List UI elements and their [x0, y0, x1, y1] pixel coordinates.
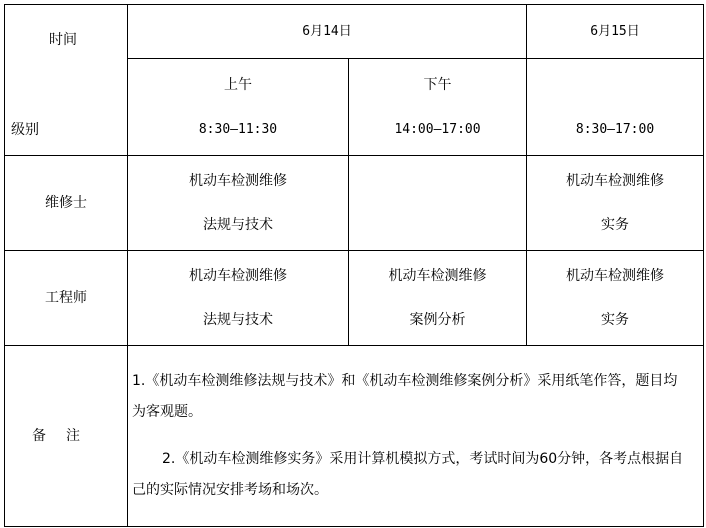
table-cell — [527, 251, 704, 346]
corner-time-label: 时间 — [49, 32, 77, 48]
session-afternoon-time: 14:00—17:00 — [394, 121, 481, 137]
corner-level-label: 级别 — [11, 122, 39, 138]
session-day2-label — [527, 78, 703, 92]
table-cell-empty — [349, 156, 527, 251]
session-morning-time: 8:30—11:30 — [198, 121, 278, 137]
day1-header — [128, 5, 527, 59]
level-engineer-cell — [5, 251, 128, 346]
day1-label: 6月14日 — [302, 24, 352, 40]
remarks-label-cell — [5, 346, 128, 527]
day2-header — [527, 5, 704, 59]
table-cell — [527, 156, 704, 251]
session-morning-cell — [128, 58, 349, 155]
level-engineer-label: 工程师 — [45, 290, 87, 306]
corner-header-cell — [5, 5, 128, 156]
subject-line1: 机动车检测维修 — [388, 268, 487, 284]
subject-line1: 机动车检测维修 — [189, 173, 287, 189]
subject-line2: 法规与技术 — [203, 312, 273, 328]
remarks-label: 备注 — [32, 428, 100, 444]
remark-note-2: 2.《机动车检测维修实务》采用计算机模拟方式，考试时间为60分钟，各考点根据自己的实际情况安排考场和场次。 — [132, 451, 684, 498]
subject-line2: 实务 — [601, 312, 630, 328]
subject-line1: 机动车检测维修 — [566, 173, 665, 189]
remark-note-1: 1.《机动车检测维修法规与技术》和《机动车检测维修案例分析》采用纸笔作答，题目均为客观题。 — [132, 373, 678, 420]
table-cell — [128, 251, 349, 346]
subject-line1: 机动车检测维修 — [189, 268, 287, 284]
remarks-content-cell — [128, 346, 704, 527]
exam-schedule-table — [4, 4, 704, 527]
level-technician-cell — [5, 156, 128, 251]
session-morning-label: 上午 — [224, 76, 252, 93]
subject-line2: 案例分析 — [409, 312, 466, 328]
table-cell — [349, 251, 527, 346]
session-afternoon-label: 下午 — [423, 76, 452, 93]
subject-line2: 法规与技术 — [203, 217, 273, 233]
day2-label: 6月15日 — [590, 24, 640, 40]
session-day2-time: 8:30—17:00 — [575, 121, 655, 137]
subject-line2: 实务 — [601, 217, 630, 233]
level-technician-label: 维修士 — [45, 195, 87, 211]
subject-line1: 机动车检测维修 — [566, 268, 665, 284]
session-day2-cell — [527, 58, 704, 155]
table-cell — [128, 156, 349, 251]
session-afternoon-cell — [349, 58, 527, 155]
